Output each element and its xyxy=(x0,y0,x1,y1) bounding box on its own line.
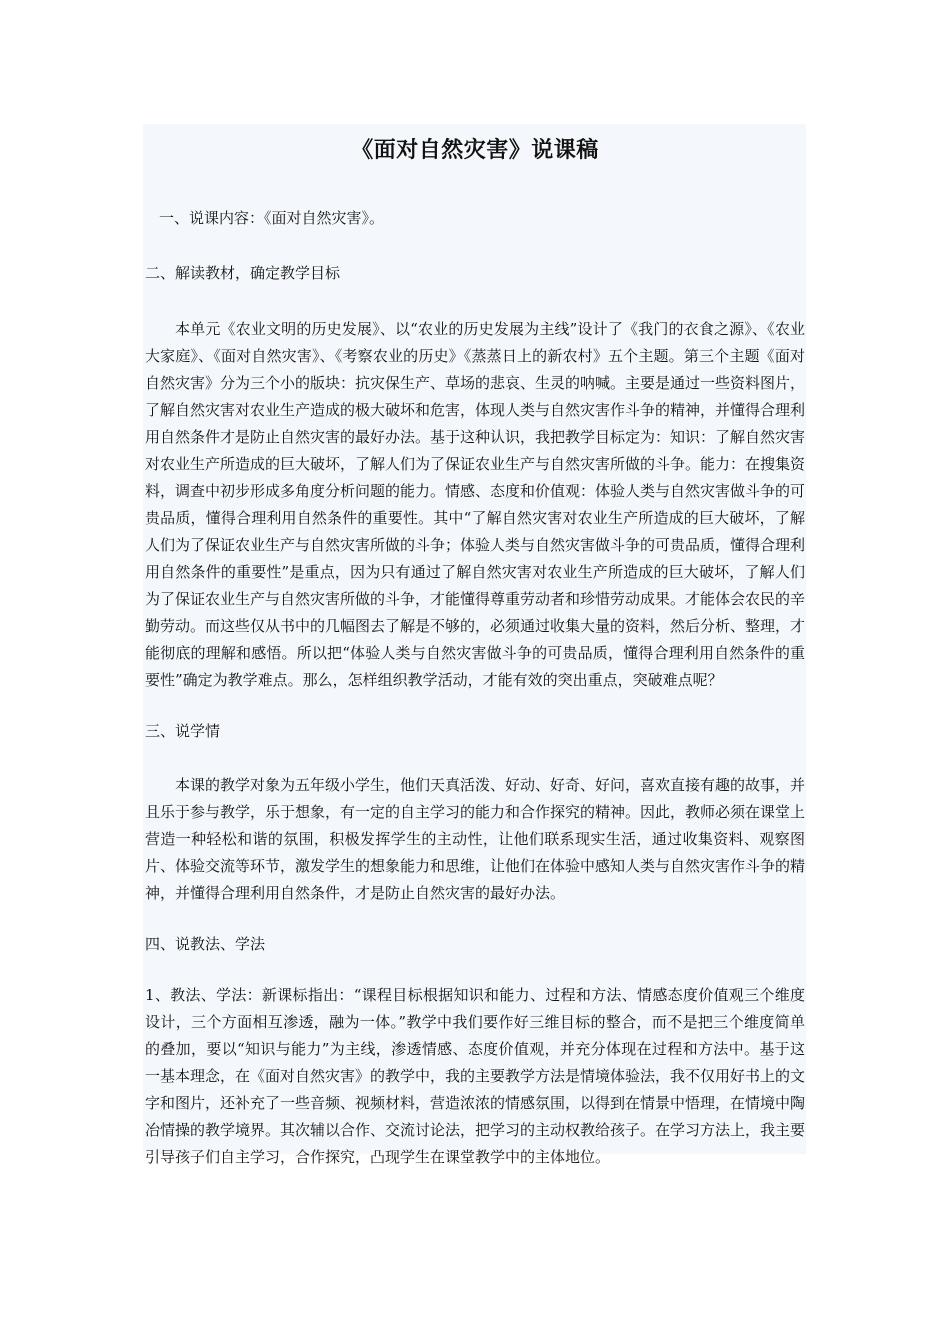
section-heading-4: 四、说教法、学法 xyxy=(145,935,266,953)
section-paragraph-3: 本课的教学对象为五年级小学生，他们天真活泼、好动、好奇、好问，喜欢直接有趣的故事，并且乐于参与教学，乐于想象，有一定的自主学习的能力和合作探究的精神。因此，教师必须在课堂上营造一种轻松和谐的氛围，积极发挥学生的主动性，让他们联系现实生活，通过收集资料、观察图片、体验交流等环节，激发学生的想象能力和思维，让他们在体验中感知人类与自然灾害作斗争的精神，并懂得合理利用自然条件，才是防止自然灾害的最好办法。 xyxy=(145,776,806,902)
section-heading-1: 一、说课内容：《面对自然灾害》。 xyxy=(159,209,385,227)
section-paragraph-4: 1、教法、学法：新课标指出：“课程目标根据知识和能力、过程和方法、情感态度价值观三个维度设计，三个方面相互渗透，融为一体。”教学中我们要作好三维目标的整合，而不是把三个维度简单的叠加，要以“知识与能力”为主线，渗透情感、态度价值观，并充分体现在过程和方法中。基于这一基本理念，在《面对自然灾害》的教学中，我的主要教学方法是情境体验法，我不仅用好书上的文字和图片，还补充了一些音频、视频材料，营造浓浓的情感氛围，以得到在情景中悟理，在情境中陶冶情操的教学境界。其次辅以合作、交流讨论法，把学习的主动权教给孩子。在学习方法上，我主要引导孩子们自主学习，合作探究，凸现学生在课堂教学中的主体地位。 xyxy=(145,986,806,1166)
section-heading-3: 三、说学情 xyxy=(145,722,221,740)
document-body xyxy=(145,124,805,1171)
section-heading-2: 二、解读教材，确定教学目标 xyxy=(145,264,341,282)
section-paragraph-2: 本单元《农业文明的历史发展》、以“农业的历史发展为主线”设计了《我门的衣食之源》、《农业大家庭》、《面对自然灾害》、《考察农业的历史》《蒸蒸日上的新农村》五个主题。第三个主题《面对自然灾害》分为三个小的版块：抗灾保生产、草场的悲哀、生灵的呐喊。主要是通过一些资料图片，了解自然灾害对农业生产造成的极大破坏和危害，体现人类与自然灾害作斗争的精神，并懂得合理利用自然条件才是防止自然灾害的最好办法。基于这种认识，我把教学目标定为：知识：了解自然灾害对农业生产所造成的巨大破坏，了解人们为了保证农业生产与自然灾害所做的斗争。能力：在搜集资料，调查中初步形成多角度分析问题的能力。情感、态度和价值观：体验人类与自然灾害做斗争的可贵品质，懂得合理利用自然条件的重要性。其中“了解自然灾害对农业生产所造成的巨大破坏，了解人们为了保证农业生产与自然灾害所做的斗争；体验人类与自然灾害做斗争的可贵品质，懂得合理利用自然条件的重要性”是重点，因为只有通过了解自然灾害对农业生产所造成的巨大破坏，了解人们为了保证农业生产与自然灾害所做的斗争，才能懂得尊重劳动者和珍惜劳动成果。才能体会农民的辛勤劳动。而这些仅从书中的几幅图去了解是不够的，必须通过收集大量的资料，然后分析、整理，才能彻底的理解和感悟。所以把“体验人类与自然灾害做斗争的可贵品质，懂得合理利用自然条件的重要性”确定为教学难点。那么，怎样组织教学活动，才能有效的突出重点，突破难点呢？ xyxy=(145,320,806,689)
document-title: 《面对自然灾害》说课稿 xyxy=(351,138,599,163)
